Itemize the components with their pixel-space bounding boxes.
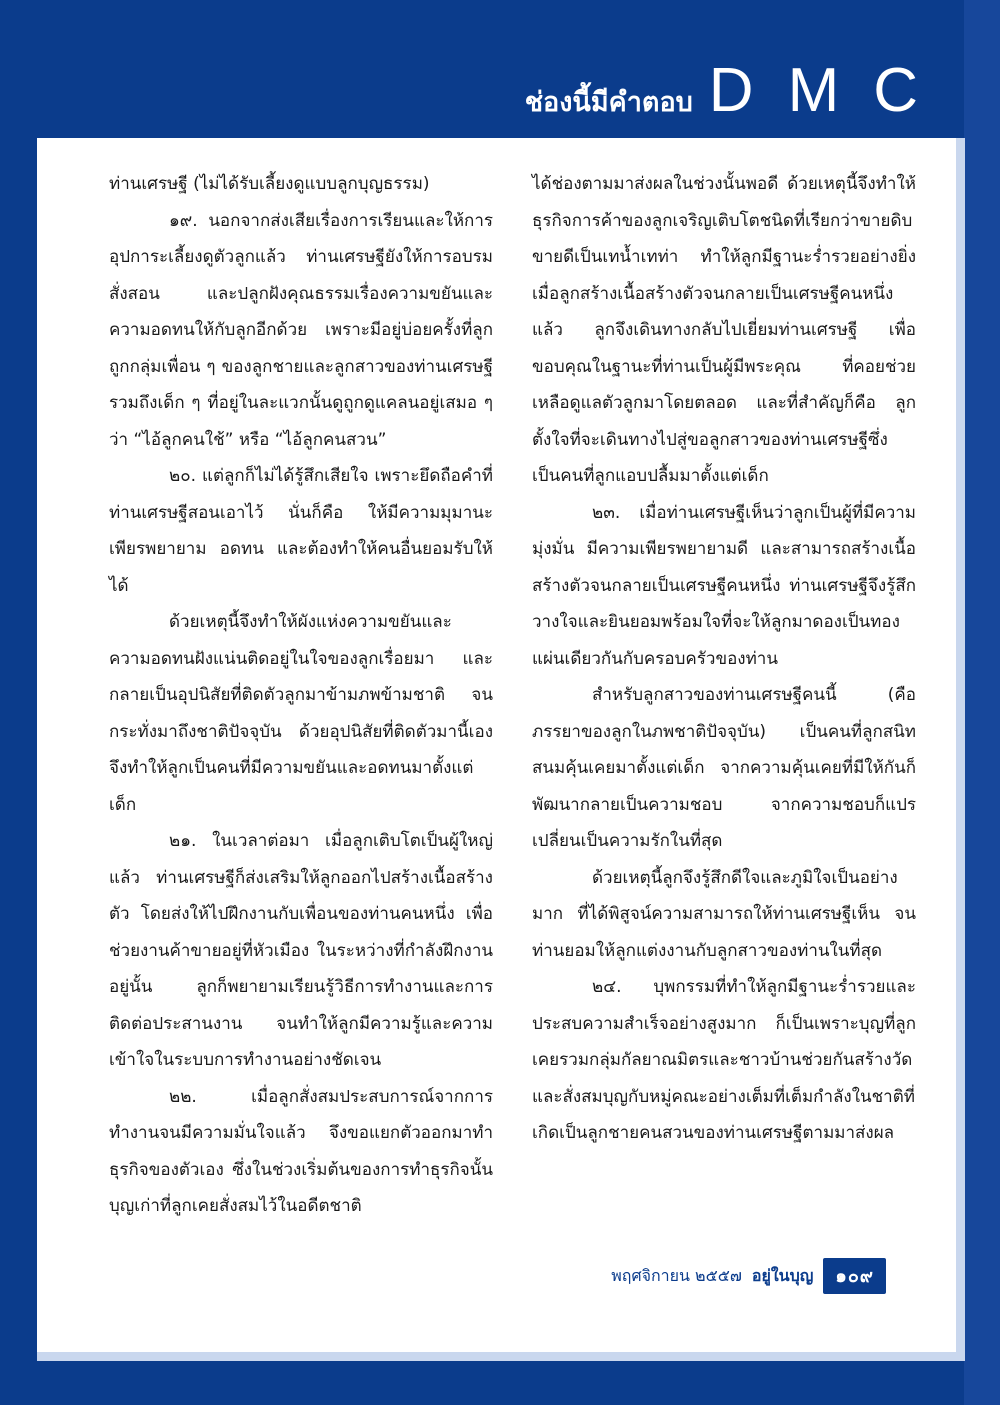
paragraph: ๒๒. เมื่อลูกสั่งสมประสบการณ์จากการทำงานจนมีความมั่นใจแล้ว จึงขอแยกตัวออกมาทำธุรกิจของตัวเอง ซึ่งในช่วงเริ่มต้นของการทำธุรกิจนั้น บุญเก่าที่ลูกเคยสั่งสมไว้ในอดีตชาติ	[109, 1086, 493, 1216]
left-column	[109, 166, 493, 1225]
paragraph: ด้วยเหตุนี้จึงทำให้ผังแห่งความขยันและความอดทนฝังแน่นติดอยู่ในใจของลูกเรื่อยมา และกลายเป็นอุปนิสัยที่ติดตัวลูกมาข้ามภพข้ามชาติ จนกระทั่งมาถึงชาติปัจจุบัน ด้วยอุปนิสัยที่ติดตัวมานี้เอง จึงทำให้ลูกเป็นคนที่มีความขยันและอดทนมาตั้งแต่เด็ก	[109, 612, 493, 815]
page-number-badge: ๑๐๙	[823, 1258, 886, 1294]
column-header-dmc: DMC	[708, 56, 952, 125]
paragraph: ด้วยเหตุนี้ลูกจึงรู้สึกดีใจและภูมิใจเป็นอย่างมาก ที่ได้พิสูจน์ความสามารถให้ท่านเศรษฐีเห็น จนท่านยอมให้ลูกแต่งงานกับลูกสาวของท่านในที่สุด	[532, 867, 916, 961]
right-column	[532, 166, 916, 1152]
paragraph: สำหรับลูกสาวของท่านเศรษฐีคนนี้ (คือภรรยาของลูกในภพชาติปัจจุบัน) เป็นคนที่ลูกสนิทสนมคุ้นเคยมาตั้งแต่เด็ก จากความคุ้นเคยที่มีให้กันก็พัฒนากลายเป็นความชอบ จากความชอบก็แปรเปลี่ยนเป็นความรักในที่สุด	[532, 685, 916, 851]
paragraph: ๒๑. ในเวลาต่อมา เมื่อลูกเติบโตเป็นผู้ใหญ่แล้ว ท่านเศรษฐีก็ส่งเสริมให้ลูกออกไปสร้างเนื้อสร้างตัว โดยส่งให้ไปฝึกงานกับเพื่อนของท่านคนหนึ่ง เพื่อช่วยงานค้าขายอยู่ที่หัวเมือง ในระหว่างที่กำลังฝึกงานอยู่นั้น ลูกก็พยายามเรียนรู้วิธีการทำงานและการติดต่อประสานงาน จนทำให้ลูกมีความรู้และความเข้าใจในระบบการทำงานอย่างชัดเจน	[109, 831, 493, 1070]
paragraph: ได้ช่องตามมาส่งผลในช่วงนั้นพอดี ด้วยเหตุนี้จึงทำให้ธุรกิจการค้าของลูกเจริญเติบโตชนิดที่เรียกว่าขายดิบขายดีเป็นเทน้ำเทท่า ทำให้ลูกมีฐานะร่ำรวยอย่างยิ่ง เมื่อลูกสร้างเนื้อสร้างตัวจนกลายเป็นเศรษฐีคนหนึ่งแล้ว ลูกจึงเดินทางกลับไปเยี่ยมท่านเศรษฐี เพื่อขอบคุณในฐานะที่ท่านเป็นผู้มีพระคุณ ที่คอยช่วยเหลือดูแลตัวลูกมาโดยตลอด และที่สำคัญก็คือ ลูกตั้งใจที่จะเดินทางไปสู่ขอลูกสาวของท่านเศรษฐีซึ่งเป็นคนที่ลูกแอบปลื้มมาตั้งแต่เด็ก	[532, 174, 916, 486]
paragraph: ๒๐. แต่ลูกก็ไม่ได้รู้สึกเสียใจ เพราะยึดถือคำที่ท่านเศรษฐีสอนเอาไว้ นั่นก็คือ ให้มีความมุมานะ เพียรพยายาม อดทน และต้องทำให้คนอื่นยอมรับให้ได้	[109, 466, 493, 596]
column-header-thai: ช่องนี้มีคำตอบ	[524, 87, 693, 118]
page-body	[37, 138, 965, 1361]
page-footer	[611, 1258, 886, 1294]
footer-magazine-name: อยู่ในบุญ	[751, 1265, 814, 1285]
paragraph: ท่านเศรษฐี (ไม่ได้รับเลี้ยงดูแบบลูกบุญธรรม)	[109, 174, 430, 194]
paragraph: ๒๔. บุพกรรมที่ทำให้ลูกมีฐานะร่ำรวยและประสบความสำเร็จอย่างสูงมาก ก็เป็นเพราะบุญที่ลูกเคยรวมกลุ่มกัลยาณมิตรและชาวบ้านช่วยกันสร้างวัด และสั่งสมบุญกับหมู่คณะอย่างเต็มที่เต็มกำลังในชาติที่เกิดเป็นลูกชายคนสวนของท่านเศรษฐีตามมาส่งผล	[532, 977, 916, 1143]
paragraph: ๑๙. นอกจากส่งเสียเรื่องการเรียนและให้การอุปการะเลี้ยงดูตัวลูกแล้ว ท่านเศรษฐียังให้การอบรมสั่งสอน และปลูกฝังคุณธรรมเรื่องความขยันและความอดทนให้กับลูกอีกด้วย เพราะมีอยู่บ่อยครั้งที่ลูกถูกกลุ่มเพื่อน ๆ ของลูกชายและลูกสาวของท่านเศรษฐี รวมถึงเด็ก ๆ ที่อยู่ในละแวกนั้นดูถูกดูแคลนอยู่เสมอ ๆ ว่า “ไอ้ลูกคนใช้” หรือ “ไอ้ลูกคนสวน”	[109, 210, 493, 450]
column-header	[524, 56, 952, 125]
paragraph: ๒๓. เมื่อท่านเศรษฐีเห็นว่าลูกเป็นผู้ที่มีความมุ่งมั่น มีความเพียรพยายามดี และสามารถสร้างเนื้อสร้างตัวจนกลายเป็นเศรษฐีคนหนึ่ง ท่านเศรษฐีจึงรู้สึกวางใจและยินยอมพร้อมใจที่จะให้ลูกมาดองเป็นทองแผ่นเดียวกันกับครอบครัวของท่าน	[532, 502, 916, 669]
footer-issue-date: พฤศจิกายน ๒๕๕๗	[611, 1265, 742, 1285]
right-edge-stripe	[964, 0, 1000, 1405]
